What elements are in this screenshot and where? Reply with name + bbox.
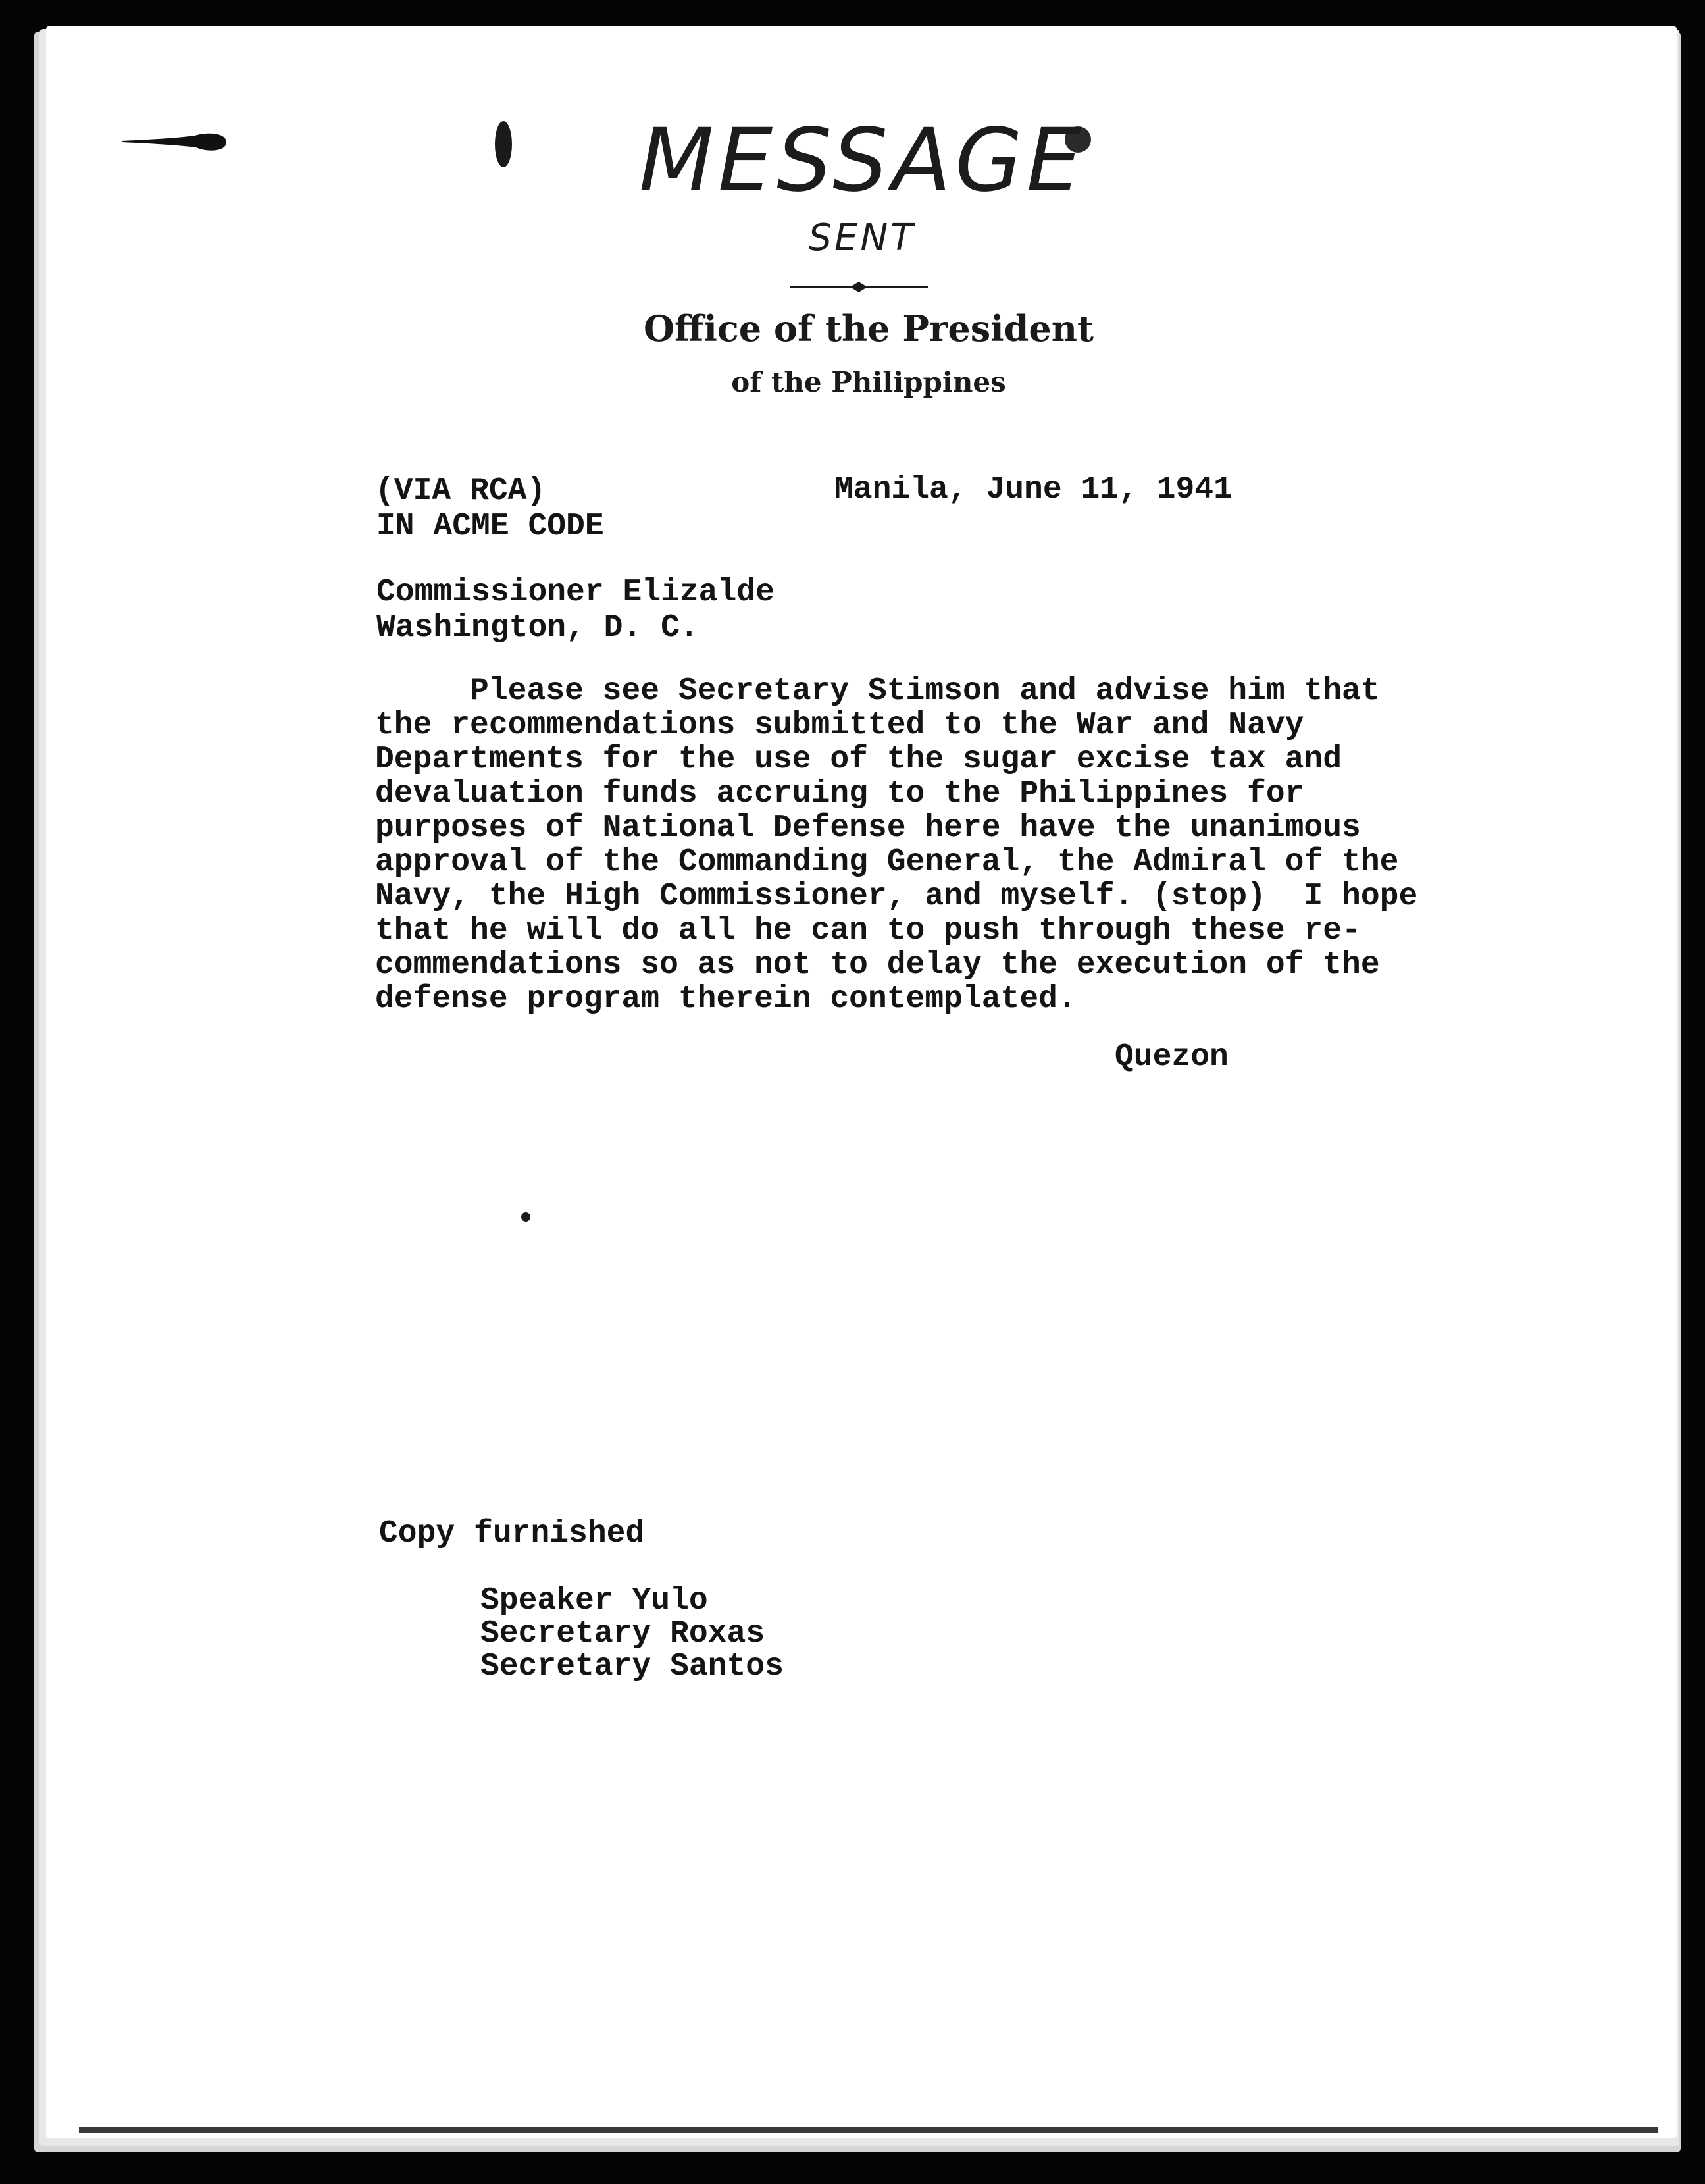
addressee-location: Washington, D. C. (376, 610, 699, 646)
routing-via: (VIA RCA) (375, 473, 546, 509)
paper-bottom-edge (79, 2127, 1658, 2133)
signature: Quezon (1115, 1039, 1229, 1075)
body-line: devaluation funds accruing to the Philippines for (375, 776, 1304, 812)
body-line: the recommendations submitted to the War and Navy (375, 708, 1304, 743)
letterhead-title: MESSAGE (638, 110, 1086, 211)
letterhead-subtitle: SENT (808, 217, 916, 259)
body-line: Please see Secretary Stimson and advise him that (375, 673, 1380, 709)
routing-code: IN ACME CODE (376, 509, 604, 544)
office-line: Office of the President (644, 307, 1094, 350)
copy-recipient: Speaker Yulo (480, 1583, 708, 1619)
body-line: Navy, the High Commissioner, and myself. (stop) I hope (375, 879, 1418, 914)
ink-blot-mark (122, 129, 228, 154)
body-line: Departments for the use of the sugar excise tax and (375, 742, 1342, 777)
body-line: defense program therein contemplated. (375, 981, 1077, 1017)
ornament-divider (790, 275, 928, 299)
office-line-country: of the Philippines (731, 366, 1006, 398)
body-line: commendations so as not to delay the execution of the (375, 947, 1380, 983)
copy-heading: Copy furnished (379, 1516, 645, 1551)
speck (521, 1212, 530, 1222)
body-line: approval of the Commanding General, the Admiral of the (375, 845, 1399, 880)
copy-recipient: Secretary Roxas (480, 1616, 765, 1651)
ink-spot (495, 121, 512, 167)
copy-recipient: Secretary Santos (480, 1649, 784, 1684)
addressee-name: Commissioner Elizalde (376, 575, 775, 610)
body-line: purposes of National Defense here have the unanimous (375, 810, 1361, 846)
body-line: that he will do all he can to push through these re- (375, 913, 1361, 949)
place-date: Manila, June 11, 1941 (834, 472, 1233, 507)
